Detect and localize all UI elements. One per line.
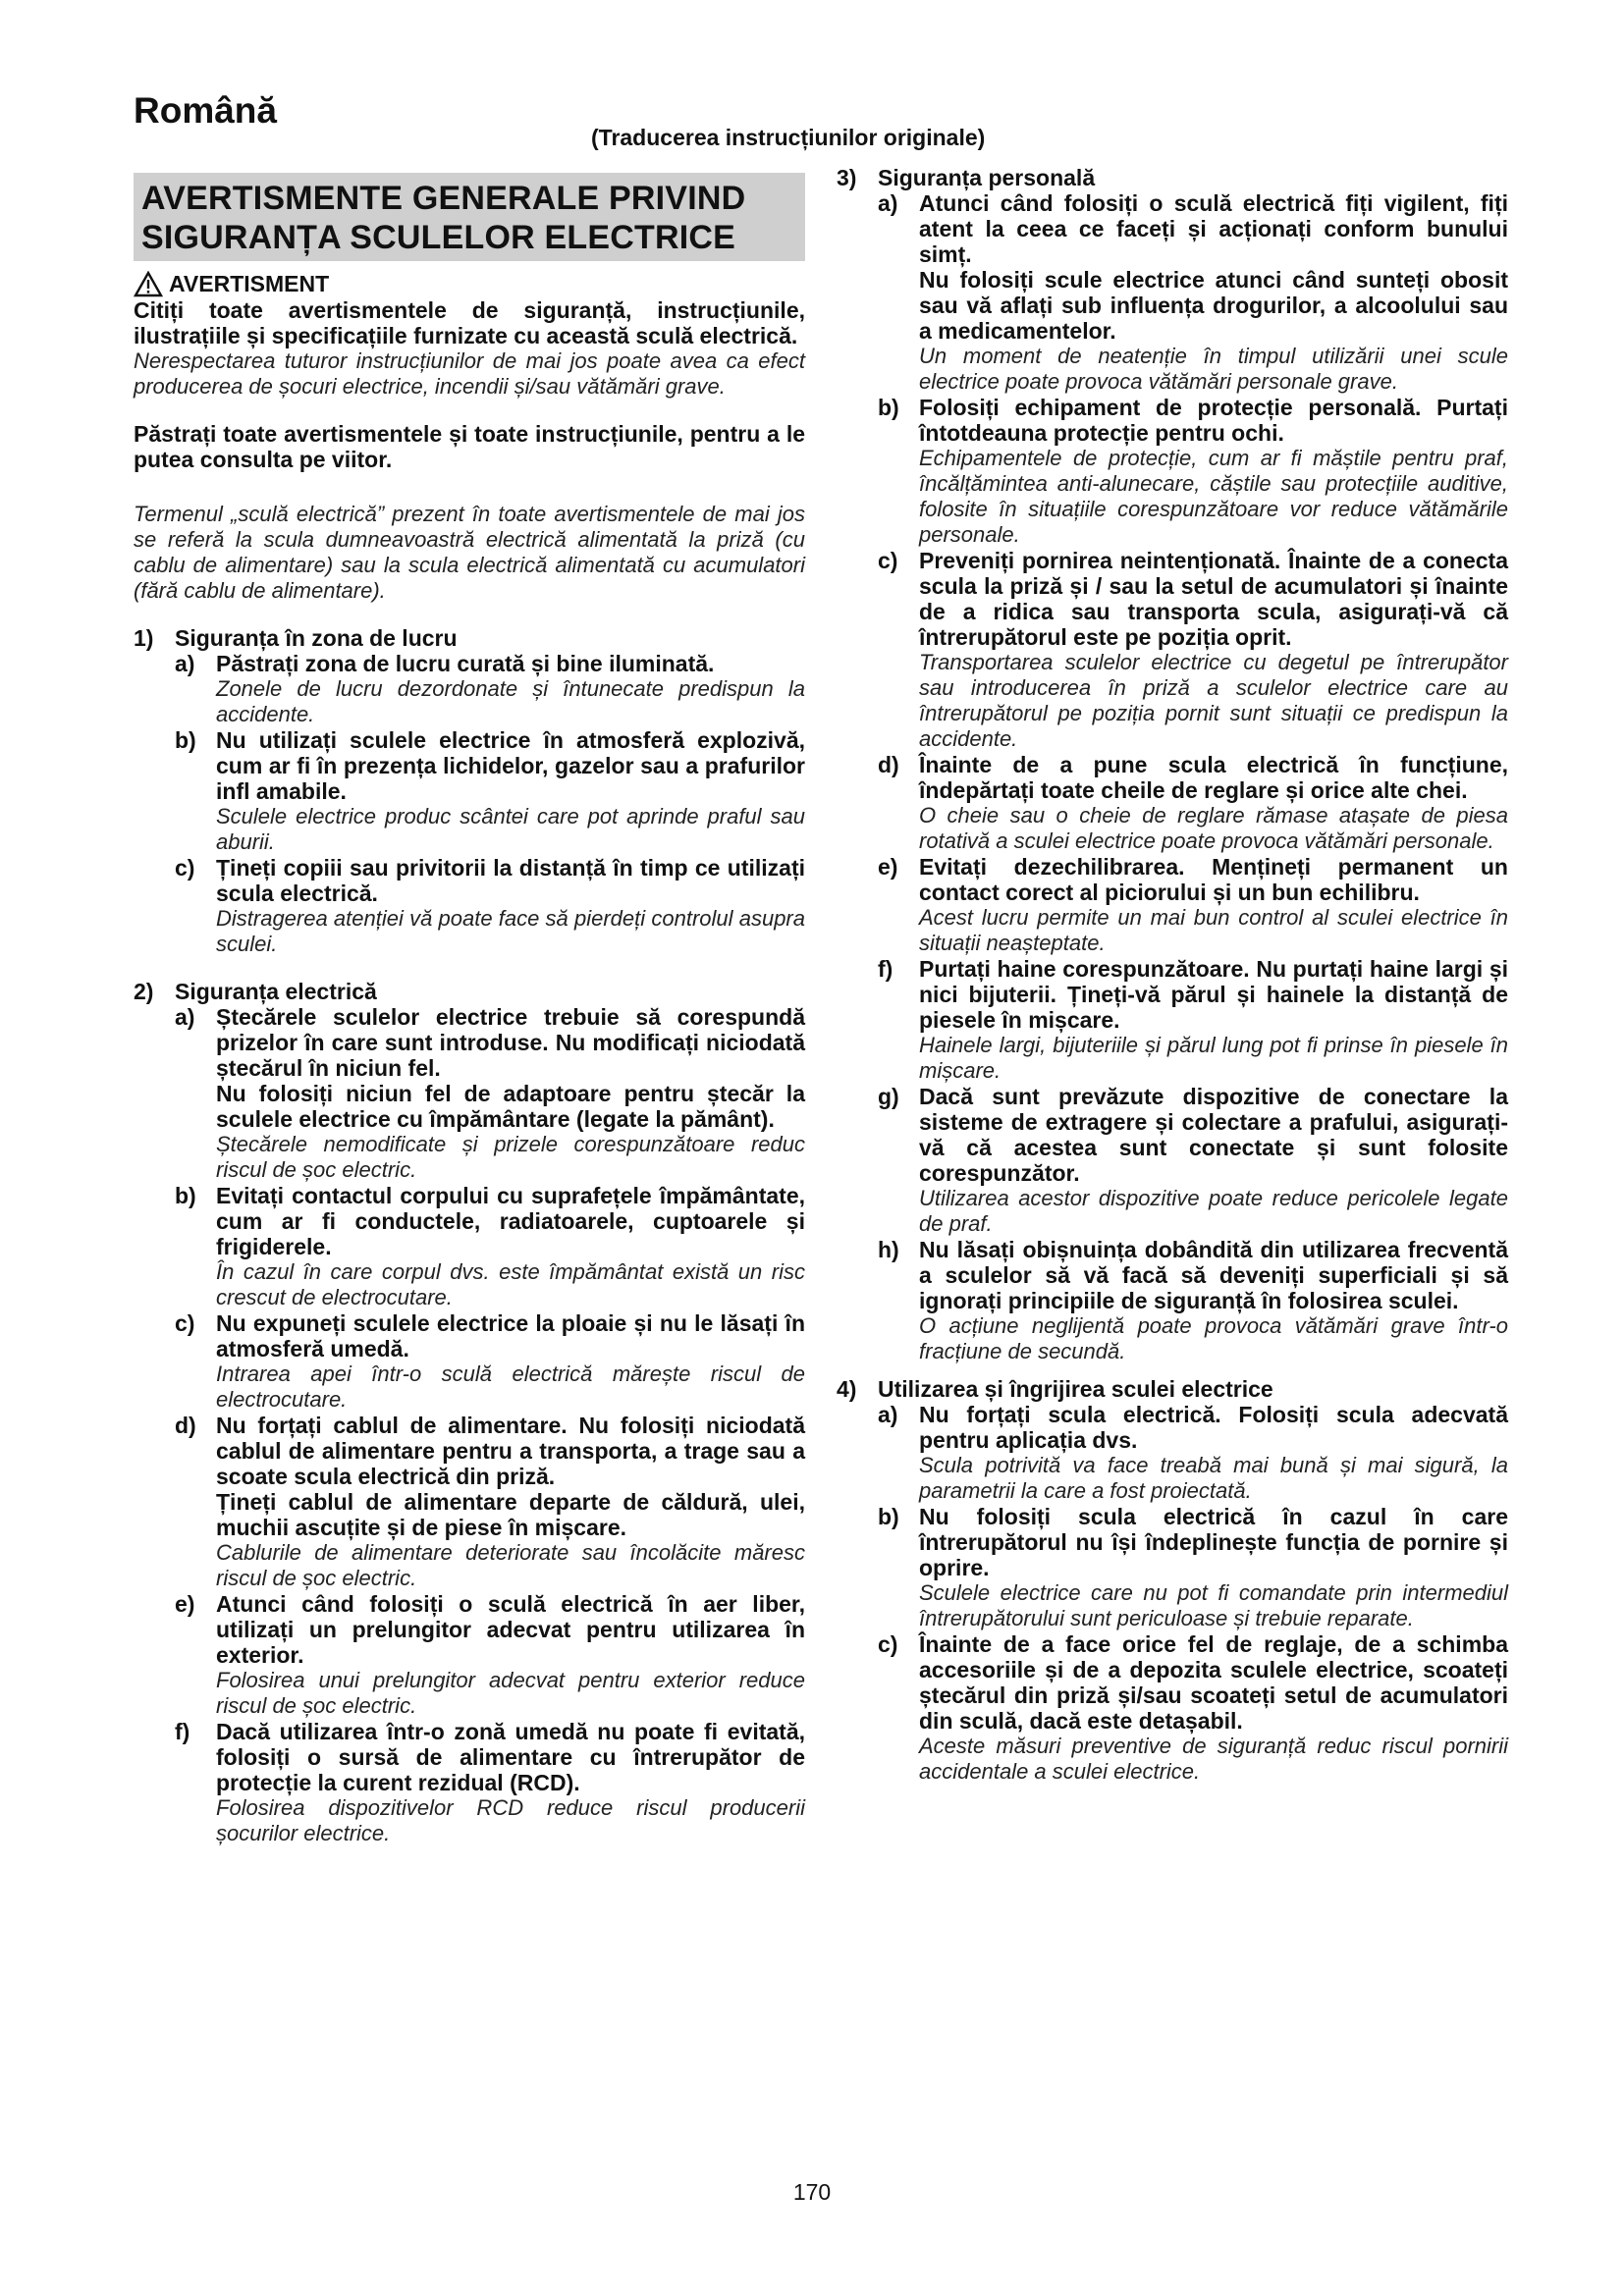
section-1-heading: 1) Siguranța în zona de lucru <box>134 625 458 651</box>
list-item: c) Țineți copiii sau privitorii la distanță în timp ce utilizați scula electrică. Distragerea atenției vă poate face să pierdeți controlul asupra sculei. <box>175 855 805 956</box>
warning-heading <box>134 271 805 297</box>
list-item: a) Nu forțați scula electrică. Folosiți scula adecvată pentru aplicația dvs. Scula potrivită va face treabă mai bună și mai sigură, la parametrii la care a fost proiectată. <box>878 1402 1508 1503</box>
list-item: b) Evitați contactul corpului cu suprafețele împământate, cum ar fi conductele, radiatoarele, cuptoarele și frigiderele. În cazul în care corpul dvs. este împământat există un risc crescut de electrocutare. <box>175 1183 805 1309</box>
title-line-1: AVERTISMENTE GENERALE PRIVIND <box>141 180 746 217</box>
section-4-heading: 4) Utilizarea și îngrijirea sculei electrice <box>837 1376 1273 1402</box>
section-3-heading: 3) Siguranța personală <box>837 165 1096 190</box>
title-line-2: SIGURANȚA SCULELOR ELECTRICE <box>141 219 736 256</box>
page-number: 170 <box>792 2179 832 2205</box>
list-item: f) Dacă utilizarea într-o zonă umedă nu poate fi evitată, folosiți o sursă de alimentare cu întrerupător de protecție la curent rezidual (RCD). Folosirea dispozitivelor RCD reduce riscul producerii șocurilor electrice. <box>175 1719 805 1845</box>
list-item: a) Păstrați zona de lucru curată și bine iluminată. Zonele de lucru dezordonate și întunecate predispun la accidente. <box>175 651 805 726</box>
list-item: b) Nu folosiți scula electrică în cazul în care întrerupătorul nu își îndeplinește funcția de pornire și oprire. Sculele electrice care nu pot fi comandate prin intermediul întrerupătorului sunt periculoase și trebuie reparate. <box>878 1504 1508 1630</box>
list-item: c) Nu expuneți sculele electrice la ploaie și nu le lăsați în atmosferă umedă. Intrarea apei într-o sculă electrică mărește riscul de electrocutare. <box>175 1310 805 1412</box>
intro-keep-instructions: Păstrați toate avertismentele și toate instrucțiunile, pentru a le putea consulta pe viitor. <box>134 421 805 472</box>
page-title <box>134 173 805 261</box>
intro-term-definition: Termenul „sculă electrică” prezent în toate avertismentele de mai jos se referă la scula dumneavoastră electrică alimentată la priză (cu cablu de alimentare) sau la scula electrică alimentată cu acumulatori (fără cablu de alimentare). <box>134 502 805 603</box>
list-item: g) Dacă sunt prevăzute dispozitive de conectare la sisteme de extragere și colectare a prafului, asigurați-vă că acestea sunt conectate și sunt folosite corespunzător. Utilizarea acestor dispozitive poate reduce pericolele legate de praf. <box>878 1084 1508 1236</box>
list-item: c) Preveniți pornirea neintenționată. Înainte de a conecta scula la priză și / sau la setul de acumulatori și înainte de a ridica sau transporta scula, asigurați-vă că întrerupătorul este pe poziția oprit. Transportarea sculelor electrice cu degetul pe întrerupător sau introducerea în priză a sculelor electrice care au întrerupătorul pe poziția pornit sunt situații ce predispun la accidente. <box>878 548 1508 751</box>
list-item: b) Folosiți echipament de protecție personală. Purtați întotdeauna protecție pentru ochi. Echipamentele de protecție, cum ar fi măștile pentru praf, încălțămintea anti-alunecare, căștile sau protecțiile auditive, folosite în situațiile corespunzătoare vor reduce vătămările personale. <box>878 395 1508 547</box>
left-column <box>134 173 805 1846</box>
translation-note: (Traducerea instrucțiunilor originale) <box>591 125 986 150</box>
list-item: f) Purtați haine corespunzătoare. Nu purtați haine largi și nici bijuterii. Țineți-vă părul și hainele la distanță de piesele în mișcare. Hainele largi, bijuteriile și părul lung pot fi prinse în piesele în mișcare. <box>878 956 1508 1083</box>
list-item: a) Ștecărele sculelor electrice trebuie să corespundă prizelor în care sunt introduse. Nu modificați niciodată ștecărul în niciun fel. Nu folosiți niciun fel de adaptoare pentru ștecăr la sculele electrice cu împământare (legate la pământ). Ștecărele nemodificate și prizele corespunzătoare reduc riscul de șoc electric. <box>175 1004 805 1182</box>
warning-label: AVERTISMENT <box>169 271 330 296</box>
list-item: e) Evitați dezechilibrarea. Mențineți permanent un contact corect al piciorului și un bun echilibru. Acest lucru permite un mai bun control al sculei electrice în situații neașteptate. <box>878 854 1508 955</box>
section-2-heading: 2) Siguranța electrică <box>134 979 377 1004</box>
list-item: d) Înainte de a pune scula electrică în funcțiune, îndepărtați toate cheile de reglare și orice alte chei. O cheie sau o cheie de reglare rămase atașate de piesa rotativă a sculei electrice poate provoca vătămări personale. <box>878 752 1508 853</box>
list-item: h) Nu lăsați obișnuința dobândită din utilizarea frecventă a sculelor să vă facă să deveniți superficiali și să ignorați principiile de siguranță în folosirea sculei. O acțiune neglijentă poate provoca vătămări grave într-o fracțiune de secundă. <box>878 1237 1508 1363</box>
warning-triangle-icon <box>134 271 163 297</box>
list-item: e) Atunci când folosiți o sculă electrică în aer liber, utilizați un prelungitor adecvat pentru utilizarea în exterior. Folosirea unui prelungitor adecvat pentru exterior reduce riscul de șoc electric. <box>175 1591 805 1718</box>
list-item: d) Nu forțați cablul de alimentare. Nu folosiți niciodată cablul de alimentare pentru a transporta, a trage sau a scoate scula electrică din priză. Țineți cablul de alimentare departe de căldură, ulei, muchii ascuțite și de piese în mișcare. Cablurile de alimentare deteriorate sau încolăcite măresc riscul de șoc electric. <box>175 1413 805 1590</box>
list-item: a) Atunci când folosiți o sculă electrică fiți vigilent, fiți atent la ceea ce faceți și acționați conform bunului simț. Nu folosiți scule electrice atunci când sunteți obosit sau vă aflați sub influența drogurilor, a alcoolului sau a medicamentelor. Un moment de neatenție în timpul utilizării unei scule electrice poate provoca vătămări personale grave. <box>878 190 1508 394</box>
list-item: b) Nu utilizați sculele electrice în atmosferă explozivă, cum ar fi în prezența lichidelor, gazelor sau a prafurilor infl amabile. Sculele electrice produc scântei care pot aprinde praful sau aburii. <box>175 727 805 854</box>
list-item: c) Înainte de a face orice fel de reglaje, de a schimba accesoriile și de a depozita sculele electrice, scoateți ștecărul din priză și/sau scoateți setul de acumulatori din sculă, dacă este detașabil. Aceste măsuri preventive de siguranță reduc riscul pornirii accidentale a sculei electrice. <box>878 1631 1508 1784</box>
language-heading: Română <box>134 90 277 131</box>
right-column <box>837 165 1508 1785</box>
intro-consequence: Nerespectarea tuturor instrucțiunilor de mai jos poate avea ca efect producerea de șocuri electrice, incendii și/sau vătămări grave. <box>134 348 805 399</box>
intro-read-all: Citiți toate avertismentele de siguranță, instrucțiunile, ilustrațiile și specificațiile furnizate cu această sculă electrică. <box>134 297 805 348</box>
